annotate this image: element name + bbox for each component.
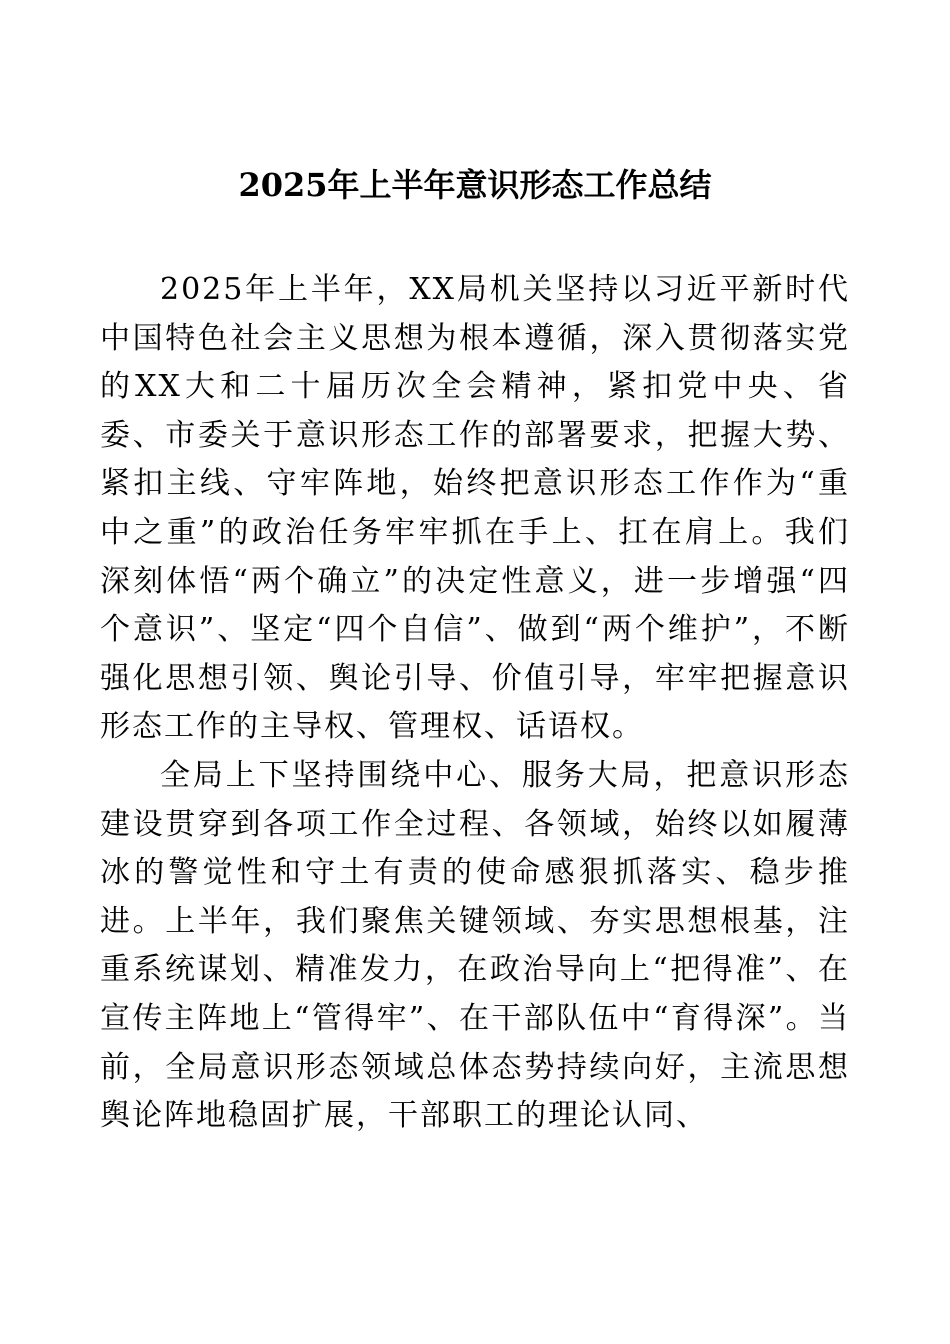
document-title: 2025年上半年意识形态工作总结 bbox=[238, 166, 712, 204]
paragraph-2: 全局上下坚持围绕中心、服务大局，把意识形态建设贯穿到各项工作全过程、各领域，始终以如履薄冰的警觉性和守土有责的使命感狠抓落实、稳步推进。上半年，我们聚焦关键领域、夯实思想根基，注重系统谋划、精准发力，在政治导向上“把得准”、在宣传主阵地上“管得牢”、在干部队伍中“育得深”。当前，全局意识形态领域总体态势持续向好，主流思想舆论阵地稳固扩展，干部职工的理论认同、 bbox=[100, 757, 850, 1134]
paragraph-1: 2025年上半年，XX局机关坚持以习近平新时代中国特色社会主义思想为根本遵循，深入贯彻落实党的XX大和二十届历次全会精神，紧扣党中央、省委、市委关于意识形态工作的部署要求，把握大势、紧扣主线、守牢阵地，始终把意识形态工作作为“重中之重”的政治任务牢牢抓在手上、扛在肩上。我们深刻体悟“两个确立”的决定性意义，进一步增强“四个意识”、坚定“四个自信”、做到“两个维护”，不断强化思想引领、舆论引导、价值引导，牢牢把握意识形态工作的主导权、管理权、话语权。 bbox=[100, 272, 850, 745]
document-body bbox=[100, 266, 850, 1141]
